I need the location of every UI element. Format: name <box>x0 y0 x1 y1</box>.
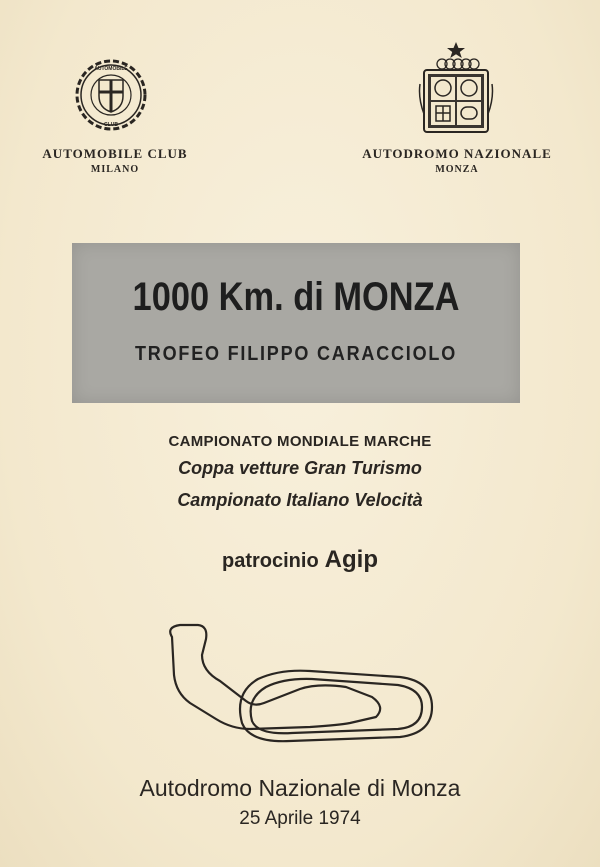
title-banner <box>72 243 520 403</box>
sponsor-brand: Agip <box>324 546 378 573</box>
automobile-club-city: MILANO <box>90 164 140 175</box>
event-trophy: TROFEO FILIPPO CARACCIOLO <box>134 343 458 365</box>
svg-text:AUTOMOBILE: AUTOMOBILE <box>94 66 128 72</box>
svg-text:CLUB: CLUB <box>104 122 118 128</box>
sponsor-line <box>0 546 600 574</box>
monza-circuit-map-icon <box>150 615 440 765</box>
championship-2: Coppa vetture Gran Turismo <box>178 458 422 478</box>
autodromo-name: AUTODROMO NAZIONALE <box>362 146 552 161</box>
championship-1: CAMPIONATO MONDIALE MARCHE <box>168 433 432 450</box>
event-date: 25 Aprile 1974 <box>239 808 361 829</box>
event-title: 1000 Km. di MONZA <box>132 275 460 319</box>
sponsor-label: patrocinio <box>222 550 319 572</box>
venue-name: Autodromo Nazionale di Monza <box>139 775 461 801</box>
automobile-club-emblem-icon <box>74 58 148 132</box>
championship-3: Campionato Italiano Velocità <box>177 490 423 510</box>
automobile-club-name: AUTOMOBILE CLUB <box>42 146 188 161</box>
autodromo-city: MONZA <box>435 164 479 175</box>
autodromo-crest-icon <box>418 40 494 136</box>
